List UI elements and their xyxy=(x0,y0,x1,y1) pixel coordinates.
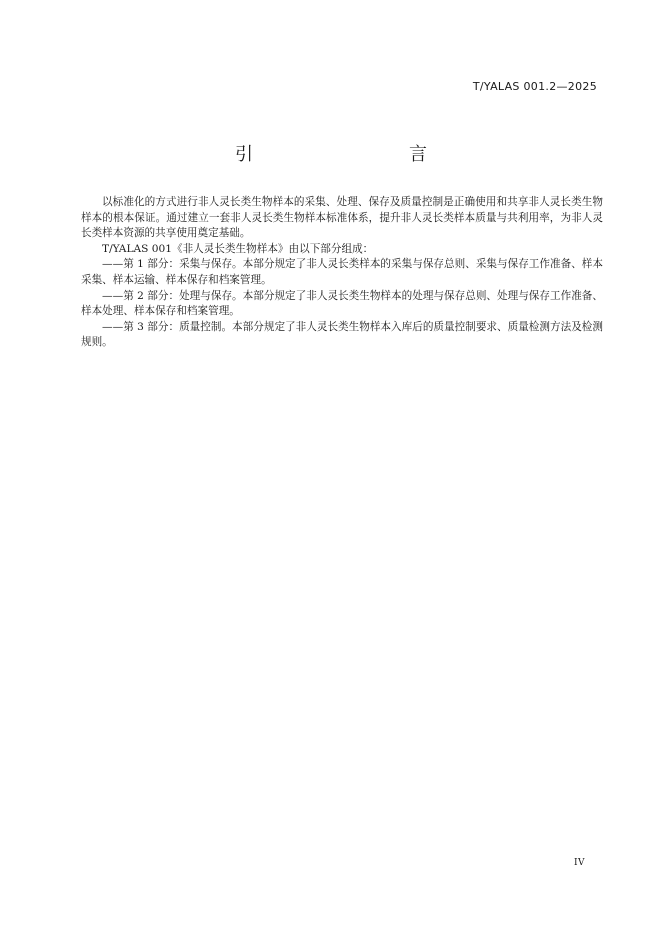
section-title: 引 言 xyxy=(235,144,467,165)
introduction-body xyxy=(81,195,603,351)
paragraph-part-1: ——第 1 部分：采集与保存。本部分规定了非人灵长类样本的采集与保存总则、采集与保存工作准备、样本采集、样本运输、样本保存和档案管理。 xyxy=(81,258,603,286)
paragraph-part-3: ——第 3 部分：质量控制。本部分规定了非人灵长类生物样本入库后的质量控制要求、质量检测方法及检测规则。 xyxy=(81,320,603,349)
document-code: T/YALAS 001.2—2025 xyxy=(472,80,597,93)
paragraph-composition: T/YALAS 001《非人灵长类生物样本》由以下部分组成： xyxy=(102,242,374,255)
paragraph-part-2: ——第 2 部分：处理与保存。本部分规定了非人灵长类生物样本的处理与保存总则、处理与保存工作准备、样本处理、样本保存和档案管理。 xyxy=(81,289,603,318)
page-number: IV xyxy=(573,858,585,868)
paragraph-purpose: 以标准化的方式进行非人灵长类生物样本的采集、处理、保存及质量控制是正确使用和共享非人灵长类生物样本的根本保证。通过建立一套非人灵长类生物样本标准体系，提升非人灵长类样本质量与共利用率，为非人灵长类样本资源的共享使用奠定基础。 xyxy=(81,196,603,240)
